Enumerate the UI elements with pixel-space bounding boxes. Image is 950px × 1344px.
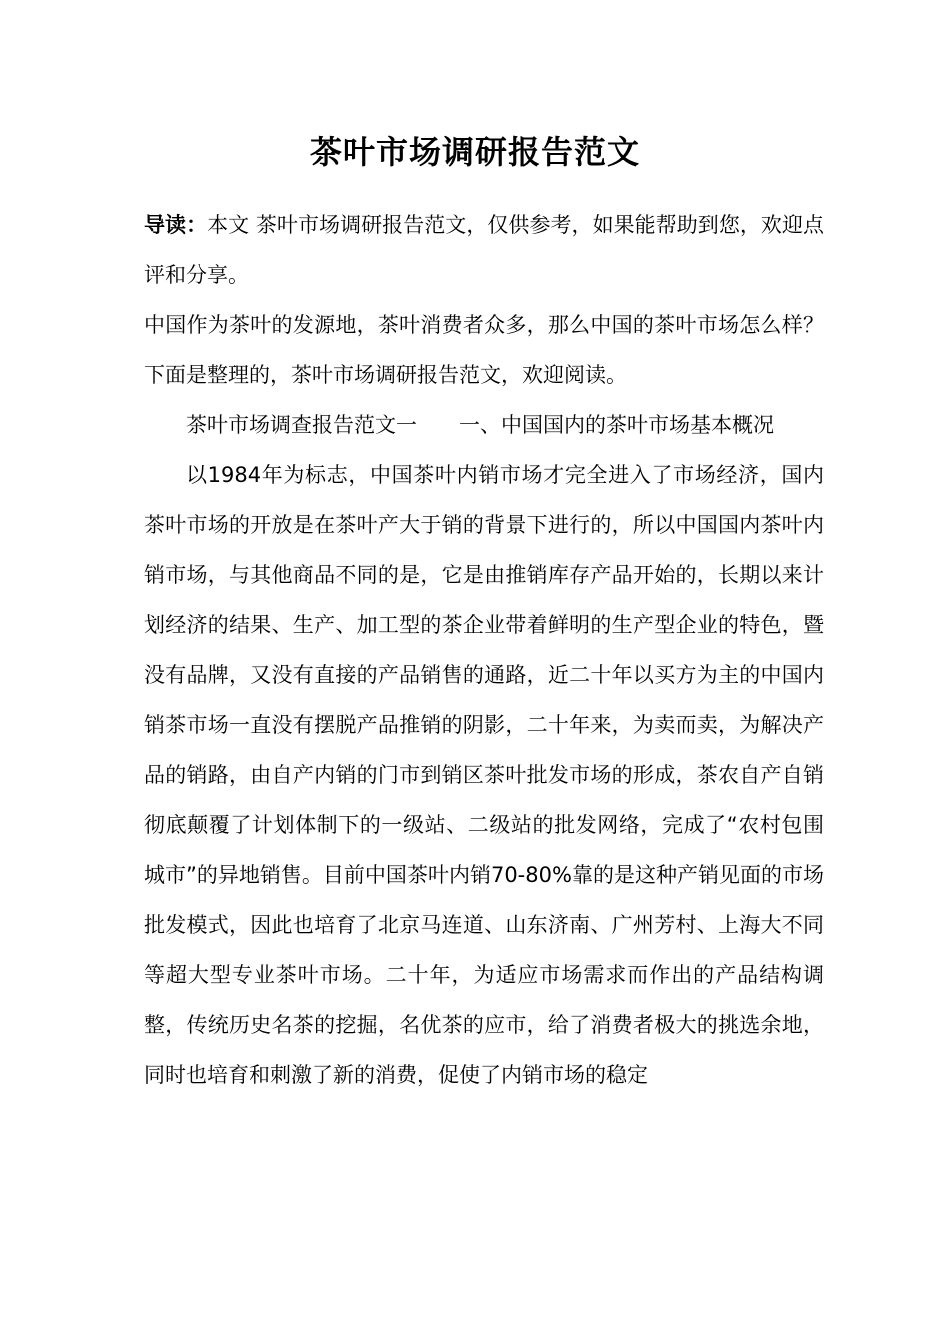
section-heading: 一、中国国内的茶叶市场基本概况 bbox=[459, 413, 774, 437]
document-title: 茶叶市场调研报告范文 bbox=[309, 133, 640, 171]
document-body bbox=[144, 200, 824, 1100]
intro-text: 本文 茶叶市场调研报告范文，仅供参考，如果能帮助到您，欢迎点评和分享。 bbox=[144, 213, 824, 287]
intro-paragraph bbox=[144, 200, 824, 300]
section-label: 茶叶市场调查报告范文一 bbox=[186, 413, 417, 437]
intro-label: 导读： bbox=[144, 213, 208, 237]
paragraph-market-overview: 以1984年为标志，中国茶叶内销市场才完全进入了市场经济，国内茶叶市场的开放是在茶叶产大于销的背景下进行的，所以中国国内茶叶内销市场，与其他商品不同的是，它是由推销库存产品开始的，长期以来计划经济的结果、生产、加工型的茶企业带着鲜明的生产型企业的特色，暨没有品牌，又没有直接的产品销售的通路，近二十年以买方为主的中国内销茶市场一直没有摆脱产品推销的阴影，二十年来，为卖而卖，为解决产品的销路，由自产内销的门市到销区茶叶批发市场的形成，茶农自产自销彻底颠覆了计划体制下的一级站、二级站的批发网络，完成了“农村包围城市”的异地销售。目前中国茶叶内销70-80%靠的是这种产销见面的市场批发模式，因此也培育了北京马连道、山东济南、广州芳村、上海大不同等超大型专业茶叶市场。二十年，为适应市场需求而作出的产品结构调整，传统历史名茶的挖掘，名优茶的应市，给了消费者极大的挑选余地，同时也培育和刺激了新的消费，促使了内销市场的稳定 bbox=[144, 463, 824, 1087]
paragraph-background: 中国作为茶叶的发源地，茶叶消费者众多，那么中国的茶叶市场怎么样？下面是整理的，茶叶市场调研报告范文，欢迎阅读。 bbox=[144, 313, 824, 387]
paragraph-section-heading bbox=[144, 400, 824, 450]
